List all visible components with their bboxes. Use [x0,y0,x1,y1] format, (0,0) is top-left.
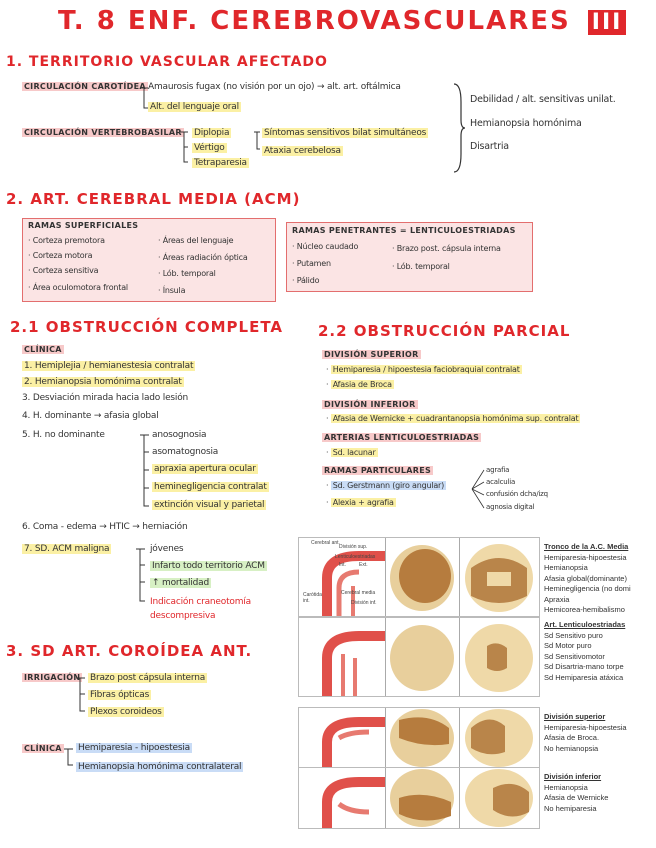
title-text: T. 8 ENF. CEREBROVASCULARES [58,6,571,36]
section-22-heading: 2.2 OBSTRUCCIÓN PARCIAL [318,322,571,340]
sup-col2-3: · Lób. temporal [158,269,216,278]
al-item-1: Sd. lacunar [332,448,376,457]
di-label: DIVISIÓN INFERIOR [324,400,416,409]
roman-badge: III [588,10,627,35]
artery-brain-illustration-3 [299,708,539,768]
p3-line-1: Hemiparesia-hipoestesia [544,722,627,732]
s21-clinica: CLÍNICA [24,345,62,354]
p1-line-2: Hemianopsia [544,563,588,572]
p1-line-5: Apraxia [544,594,570,604]
irr-bracket [74,673,88,717]
figure-panel-2 [298,617,540,697]
artery-brain-illustration-2 [299,618,539,696]
s21-item-3: 3. Desviación mirada hacia lado lesión [22,393,189,403]
vb-item-3: Tetraparesia [194,158,247,168]
sup-title: RAMAS SUPERFICIALES [28,221,139,230]
vb-item-2: Vértigo [194,143,225,153]
sup-col1-2: · Corteza motora [28,251,93,260]
nd-1: anosognosia [152,430,207,440]
irr-label: IRRIGACIÓN [24,673,81,682]
fig-label-1: Cerebral ant. [311,540,340,546]
carotid-item-2: Alt. del lenguaje oral [150,102,239,112]
nd-3: apraxia apertura ocular [154,464,256,474]
sup-col1-4: · Área oculomotora frontal [28,283,128,292]
pen-col1-1: · Núcleo caudado [292,242,359,251]
s3-clin-1: Hemiparesia - hipoestesia [78,743,190,753]
section-21-heading: 2.1 OBSTRUCCIÓN COMPLETA [10,318,284,336]
panel-3-text [544,712,627,754]
pen-col2-1: · Brazo post. cápsula interna [392,244,501,253]
p1-line-4: Heminegligencia (no domi [544,584,631,593]
s21-item-1: 1. Hemiplejia / hemianestesia contralat [24,361,194,371]
artery-brain-illustration-1 [299,538,539,616]
irr-1: Brazo post cápsula interna [90,673,206,683]
fig-label-5: Ext. [359,562,368,568]
di-item-1: Afasia de Wernicke + cuadrantanopsia homónima sup. contralat [332,414,579,423]
p1-line-3: Afasia global(dominante) [544,573,627,583]
p3-line-3: No hemianopsia [544,743,599,753]
page-title [58,6,626,36]
s21-item-5: 5. H. no dominante [22,430,105,440]
vb-right-2: Ataxia cerebelosa [264,146,341,156]
panel-2-text [544,620,625,683]
fig-label-6: Carótida int. [303,592,322,604]
p3-line-2: Afasia de Broca. [544,733,600,742]
pen-title: RAMAS PENETRANTES = LENTICULOESTRIADAS [292,226,516,235]
p1-head: Tronco de la A.C. Media [544,542,629,551]
nd-4: heminegligencia contralat [154,482,267,492]
nd-2: asomatognosia [152,447,219,457]
vb-right-1: Síntomas sensitivos bilat simultáneos [264,128,427,138]
sup-col2-4: · Ínsula [158,286,186,295]
both-item-1: Debilidad / alt. sensitivas unilat. [470,94,616,105]
irr-3: Plexos coroideos [90,707,162,717]
rp-label: RAMAS PARTICULARES [324,466,432,475]
p4-head: División inferior [544,772,602,781]
p1-line-1: Hemiparesia-hipoestesia [544,552,627,562]
p4-line-3: No hemiparesia [544,803,597,813]
maligna-3: ↑ mortalidad [152,578,209,588]
p4-line-2: Afasia de Wernicke [544,793,609,802]
p4-line-1: Hemianopsia [544,782,588,792]
s3-clin-2: Hemianopsia homónima contralateral [78,762,242,772]
fig-label-2: División sup. [339,544,368,550]
vb-item-1: Diplopia [194,128,230,138]
sup-col1-1: · Corteza premotora [28,236,105,245]
s21-item-7: 7. SD. ACM maligna [24,544,110,554]
s3-clin-bracket [62,744,76,770]
both-brace [452,82,466,174]
maligna-4: Indicación craneotomía descompresiva [150,597,251,621]
pen-col1-3: · Pálido [292,276,320,285]
s21-item-6: 6. Coma - edema → HTIC → herniación [22,522,188,532]
page: T. 8 ENF. CEREBROVASCULARES III 1. TERRITORIO VASCULAR AFECTADO CIRCULACIÓN CAROTÍDEA Amaurosis fugax (no visión por un ojo) → alt. art. oftálmica Alt. del lenguaje oral CIRCULACIÓN VERTEBROBASILAR Diplopia Vértigo Tetraparesia Síntomas sensitivos bilat simultáneos Ataxia cerebelosa Debilidad / alt. sensitivas unilat. Hemianopsia homónima Disartria 2. ART. CEREBRAL MEDIA (ACM) RAMAS SUPERFICIALES · Corteza premotora · Corteza motora · Corteza sensitiva · Área oculomotora frontal · Áreas del lenguaje · Áreas radiación óptica · Lób. temporal · Ínsula RAMAS PENETRANTES = LENTICULOESTRIADAS · Núcleo caudado · Putamen · Pálido · Brazo post. cápsula interna · Lób. temporal 2.1 OBSTRUCCIÓN COMPLETA CLÍNICA 1. Hemiplejia / hemianestesia contralat 2. Hemianopsia homónima contralat 3. Desviación mirada hacia lado lesión 4. H. dominante → afasia global 5. H. no dominante anosognosia asomatognosia apraxia apertura ocular heminegligencia contralat extinción visual y parietal 6. Coma - edema → HTIC → herniación 7. SD. ACM maligna jóvenes Infarto todo territorio ACM ↑ mortalidad Indicación craneotomía descompresiva 2.2 OBSTRUCCIÓN PARCIAL DIVISIÓN SUPERIOR · Hemiparesia / hipoestesia faciobraquial contralat · Afasia de Broca DIVISIÓN INFERIOR · Afasia de Wernicke + cuadrantanopsia homónima sup. contralat ARTERIAS LENTICULOESTRIADAS · Sd. lacunar RAMAS PARTICULARES · Sd. Gerstmann (giro angular) · Alexia + agrafia agrafia acalculia confusión dcha/izq agnosia digital 3. SD ART. COROÍDEA ANT. IRRIGACIÓN Brazo post cápsula interna Fibras ópticas Plexos coroideos CLÍNICA Hemiparesia - hipoestesia Hemianopsia homónima contralateral Cerebral ant. División sup. Lenticuloestriadas Int. Ext. Carótida int. Cerebral media División inf. Tronco de la A.C. Media Hemiparesia-hipoestesia Hemianopsia Afasia global(dominante) Heminegligencia (no domi Apraxia Hemicorea-hemibalismo Art. Lenticuloestriadas Sd Sensitivo puro Sd Motor puro Sd Sensitivomotor Sd Disartria-mano torpe Sd Hemiparesia atáxica División superior Hemiparesia-hipoestesia Afasia de Broca. No hemianopsia División inferior Hemianopsia Afasia de Wernicke No hemiparesia [0,0,656,848]
maligna-2: Infarto todo territorio ACM [152,561,265,571]
nd-bracket [138,430,152,512]
panel-1-text [544,542,631,616]
panel-4-text [544,772,608,814]
ds-label: DIVISIÓN SUPERIOR [324,350,419,359]
g-item-4: agnosia digital [486,503,535,511]
maligna-bracket [134,544,148,606]
fig-label-7: Cerebral media [341,590,376,596]
irr-2: Fibras ópticas [90,690,150,700]
vb-bracket [178,128,190,168]
maligna-1: jóvenes [150,544,184,554]
fig-label-3: Lenticuloestriadas [335,554,376,560]
both-item-2: Hemianopsia homónima [470,118,582,129]
al-label: ARTERIAS LENTICULOESTRIADAS [324,433,480,442]
gerstmann: Sd. Gerstmann (giro angular) [332,481,445,490]
fig-label-8: División inf. [351,600,377,606]
p2-line-1: Sd Sensitivo puro [544,630,603,640]
sup-col1-3: · Corteza sensitiva [28,266,99,275]
sup-col2-2: · Áreas radiación óptica [158,253,248,262]
g-item-3: confusión dcha/izq [486,490,548,498]
vb-label: CIRCULACIÓN VERTEBROBASILAR [24,128,182,137]
artery-brain-illustration-4 [299,768,539,828]
p2-line-2: Sd Motor puro [544,641,592,650]
p2-line-5: Sd Hemiparesia atáxica [544,672,624,682]
carotid-item-1: Amaurosis fugax (no visión por un ojo) → alt. art. oftálmica [148,82,401,92]
vb-right-bracket [252,128,262,154]
p2-head: Art. Lenticuloestriadas [544,620,626,629]
section-3-heading: 3. SD ART. COROÍDEA ANT. [6,642,253,660]
gerstmann-arrows [470,466,486,512]
both-item-3: Disartria [470,141,509,152]
section-2-heading: 2. ART. CEREBRAL MEDIA (ACM) [6,190,301,208]
s21-item-4: 4. H. dominante → afasia global [22,411,159,421]
figure-panel-1 [298,537,540,617]
ds-item-2: Afasia de Broca [332,380,392,389]
nd-5: extinción visual y parietal [154,500,265,510]
g-item-1: agrafia [486,466,510,474]
figure-panel-3 [298,707,540,769]
g-item-2: acalculia [486,478,516,486]
figure-panel-4 [298,767,540,829]
fig-label-4: Int. [339,562,346,568]
sup-col2-1: · Áreas del lenguaje [158,236,234,245]
pen-col1-2: · Putamen [292,259,331,268]
alexia: Alexia + agrafia [332,498,394,507]
section-1-heading: 1. TERRITORIO VASCULAR AFECTADO [6,54,328,70]
carotid-label: CIRCULACIÓN CAROTÍDEA [24,82,146,91]
ds-item-1: Hemiparesia / hipoestesia faciobraquial contralat [332,365,520,374]
p2-line-4: Sd Disartria-mano torpe [544,662,624,671]
s21-item-2: 2. Hemianopsia homónima contralat [24,377,182,387]
p3-head: División superior [544,712,606,721]
s3-clin-label: CLÍNICA [24,744,62,753]
pen-col2-2: · Lób. temporal [392,262,450,271]
p1-line-6: Hemicorea-hemibalismo [544,605,625,614]
p2-line-3: Sd Sensitivomotor [544,651,605,661]
